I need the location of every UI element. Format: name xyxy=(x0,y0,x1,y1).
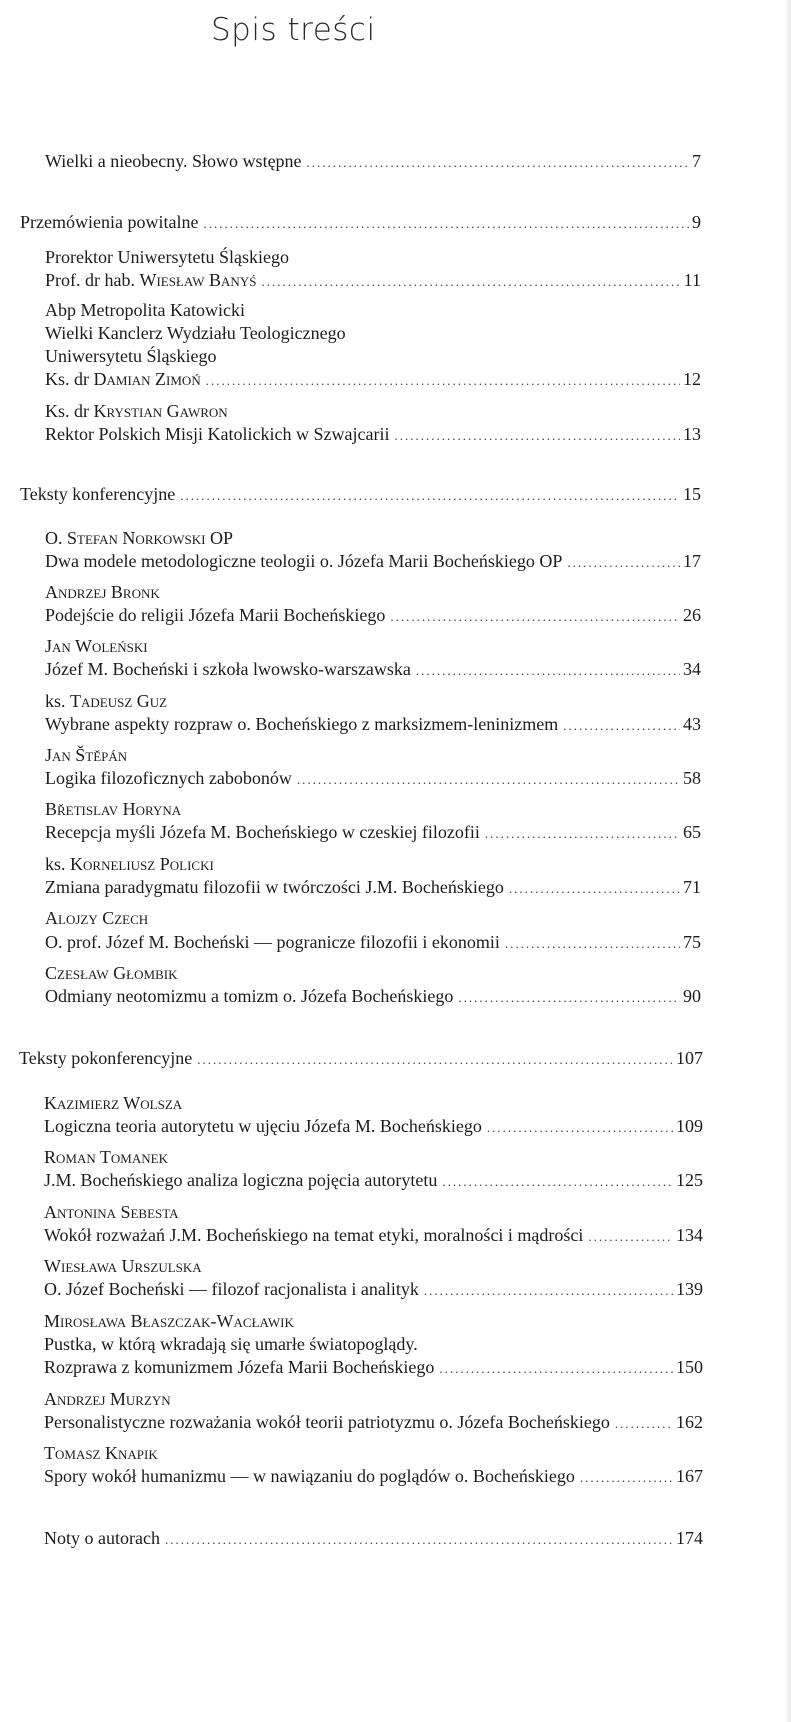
author-suffix: OP xyxy=(205,528,234,548)
toc-entry-title: O. Józef Bocheński — filozof racjonalista i analityk xyxy=(44,1279,419,1299)
author-prefix: Ks. dr xyxy=(45,401,94,421)
page-number: 12 xyxy=(683,369,701,389)
toc-section-heading[interactable] xyxy=(20,482,701,506)
page-number: 34 xyxy=(683,659,701,679)
author-line xyxy=(45,634,148,658)
dot-leader xyxy=(505,932,680,956)
toc-entry-title: Zmiana paradygmatu filozofii w twórczości J.M. Bocheńskiego xyxy=(45,877,504,897)
author-line xyxy=(44,1145,168,1169)
author-line xyxy=(45,580,160,604)
toc-entry[interactable] xyxy=(45,875,701,899)
page-number: 90 xyxy=(683,986,701,1006)
page-number: 162 xyxy=(676,1412,703,1432)
toc-entry[interactable] xyxy=(45,657,701,681)
toc-entry[interactable] xyxy=(44,1355,703,1379)
toc-entry[interactable] xyxy=(44,1168,703,1192)
page-number: 15 xyxy=(683,484,701,504)
author-prefix: ks. xyxy=(45,691,71,711)
dot-leader xyxy=(394,424,680,448)
toc-entry-title: Dwa modele metodologiczne teologii o. Józefa Marii Bocheńskiego OP xyxy=(45,551,563,571)
author-prefix: Prof. dr hab. xyxy=(45,270,140,290)
author-line xyxy=(44,1387,171,1411)
toc-entry[interactable] xyxy=(45,930,701,954)
author-line xyxy=(44,1309,294,1333)
author-prefix: O. xyxy=(45,528,67,548)
toc-entry-title: Podejście do religii Józefa Marii Bocheńskiego xyxy=(45,605,386,625)
toc-entry-title: Personalistyczne rozważania wokół teorii patriotyzmu o. Józefa Bocheńskiego xyxy=(44,1412,610,1432)
author-prefix: ks. xyxy=(45,854,71,874)
toc-entry[interactable] xyxy=(44,1410,703,1434)
toc-entry[interactable] xyxy=(45,712,701,736)
author-line xyxy=(45,961,177,985)
dot-leader xyxy=(197,1048,673,1072)
toc-entry-line: Abp Metropolita Katowicki xyxy=(45,300,245,320)
dot-leader xyxy=(307,151,689,175)
toc-entry-line: Pustka, w którą wkradają się umarłe światopoglądy. xyxy=(44,1334,418,1354)
toc-entry-line: Uniwersytetu Śląskiego xyxy=(45,346,217,366)
author-caps: Tadeusz Guz xyxy=(70,691,168,711)
page-crease xyxy=(785,0,791,1722)
page-number: 75 xyxy=(683,932,701,952)
toc-entry-title: Wokół rozważań J.M. Bocheńskiego na temat etyki, moralności i mądrości xyxy=(44,1225,584,1245)
toc-entry-title: O. prof. Józef M. Bocheński — pogranicze filozofii i ekonomii xyxy=(45,932,500,952)
author-line xyxy=(44,1091,182,1115)
toc-entry[interactable] xyxy=(45,820,701,844)
toc-entry-title: Wybrane aspekty rozpraw o. Bocheńskiego z marksizmem-leninizmem xyxy=(45,714,559,734)
dot-leader xyxy=(439,1357,673,1381)
toc-entry-author-line[interactable] xyxy=(45,367,701,391)
dot-leader xyxy=(588,1225,673,1249)
author-name xyxy=(45,268,256,292)
author-caps: Jan Štěpán xyxy=(45,745,128,765)
author-caps: Czesław Głombik xyxy=(45,963,178,983)
section-title: Teksty konferencyjne xyxy=(20,484,176,504)
page-number: 71 xyxy=(683,877,701,897)
author-caps: Stefan Norkowski xyxy=(67,528,206,548)
dot-leader xyxy=(203,212,689,236)
toc-entry-title: Spory wokół humanizmu — w nawiązaniu do poglądów o. Bocheńskiego xyxy=(44,1466,575,1486)
dot-leader xyxy=(458,986,680,1010)
toc-entry[interactable] xyxy=(44,1114,703,1138)
page-number: 150 xyxy=(676,1357,703,1377)
page-number: 167 xyxy=(676,1466,703,1486)
toc-entry-title: Logika filozoficznych zabobonów xyxy=(45,768,292,788)
toc-entry[interactable] xyxy=(45,549,701,573)
dot-leader xyxy=(509,877,680,901)
author-line xyxy=(44,1441,158,1465)
page-number: 107 xyxy=(676,1048,703,1068)
author-caps: Korneliusz Policki xyxy=(70,854,214,874)
toc-entry-intro[interactable] xyxy=(45,149,701,173)
section-title: Przemówienia powitalne xyxy=(20,212,199,232)
dot-leader xyxy=(580,1466,673,1490)
toc-entry-notes[interactable] xyxy=(44,1526,703,1550)
author-line xyxy=(45,743,127,767)
page-number: 17 xyxy=(683,551,701,571)
page-number: 58 xyxy=(683,768,701,788)
page-number: 43 xyxy=(683,714,701,734)
toc-entry-title: J.M. Bocheńskiego analiza logiczna pojęcia autorytetu xyxy=(44,1170,438,1190)
toc-entry-title: Rektor Polskich Misji Katolickich w Szwajcarii xyxy=(45,424,390,444)
toc-entry-title: Wielki a nieobecny. Słowo wstępne xyxy=(45,151,302,171)
page-number: 125 xyxy=(676,1170,703,1190)
author-caps: Mirosława Błaszczak-Wacławik xyxy=(44,1311,294,1331)
author-line xyxy=(45,399,228,423)
dot-leader xyxy=(567,551,680,575)
author-caps: Alojzy Czech xyxy=(45,908,149,928)
author-caps: Antonina Sebesta xyxy=(44,1202,179,1222)
toc-entry-title: Recepcja myśli Józefa M. Bocheńskiego w czeskiej filozofii xyxy=(45,822,480,842)
author-caps: Roman Tomanek xyxy=(44,1147,168,1167)
toc-section-heading[interactable] xyxy=(19,1046,703,1070)
author-caps: Andrzej Bronk xyxy=(45,582,160,602)
dot-leader xyxy=(424,1279,673,1303)
page-number: 134 xyxy=(676,1225,703,1245)
dot-leader xyxy=(416,659,680,683)
author-line xyxy=(45,689,167,713)
toc-entry-title: Odmiany neotomizmu a tomizm o. Józefa Bocheńskiego xyxy=(45,986,454,1006)
author-caps: Andrzej Murzyn xyxy=(44,1389,171,1409)
dot-leader xyxy=(297,768,680,792)
dot-leader xyxy=(442,1170,673,1194)
toc-entry-title: Józef M. Bocheński i szkoła lwowsko-warszawska xyxy=(45,659,411,679)
section-title: Teksty pokonferencyjne xyxy=(19,1048,193,1068)
page-number: 26 xyxy=(683,605,701,625)
dot-leader xyxy=(261,270,680,294)
author-line xyxy=(44,1200,179,1224)
toc-entry[interactable] xyxy=(45,984,701,1008)
toc-entry-author-line[interactable] xyxy=(45,268,701,292)
page-number: 65 xyxy=(683,822,701,842)
page-number: 109 xyxy=(676,1116,703,1136)
page-number: 9 xyxy=(692,212,701,232)
toc-entry-title: Rozprawa z komunizmem Józefa Marii Bocheńskiego xyxy=(44,1357,435,1377)
dot-leader xyxy=(206,369,680,393)
author-caps: Wiesław Banyś xyxy=(139,270,257,290)
toc-entry[interactable] xyxy=(45,766,701,790)
author-caps: Wiesława Urszulska xyxy=(44,1256,202,1276)
dot-leader xyxy=(615,1412,673,1436)
author-line xyxy=(45,906,148,930)
page-number: 7 xyxy=(692,151,701,171)
author-line xyxy=(44,1254,202,1278)
author-line xyxy=(45,852,214,876)
toc-entry[interactable] xyxy=(44,1277,703,1301)
toc-entry-title: Logiczna teoria autorytetu w ujęciu Józefa M. Bocheńskiego xyxy=(44,1116,482,1136)
dot-leader xyxy=(390,605,680,629)
author-line xyxy=(45,526,233,550)
toc-entry-line: Prorektor Uniwersytetu Śląskiego xyxy=(45,247,289,267)
page-number: 174 xyxy=(676,1528,703,1548)
toc-section-heading[interactable] xyxy=(20,210,701,234)
toc-entry[interactable] xyxy=(45,422,701,446)
toc-entry[interactable] xyxy=(44,1223,703,1247)
dot-leader xyxy=(487,1116,673,1140)
page-number: 13 xyxy=(683,424,701,444)
author-caps: Břetislav Horyna xyxy=(45,799,182,819)
page-title: Spis treści xyxy=(211,12,376,48)
toc-entry[interactable] xyxy=(44,1464,703,1488)
author-caps: Damian Zimoń xyxy=(93,369,201,389)
page-number: 139 xyxy=(676,1279,703,1299)
dot-leader xyxy=(563,714,680,738)
author-caps: Krystian Gawron xyxy=(93,401,228,421)
author-name xyxy=(45,367,201,391)
toc-entry-title: Noty o autorach xyxy=(44,1528,160,1548)
author-caps: Tomasz Knapik xyxy=(44,1443,158,1463)
page-number: 11 xyxy=(683,270,701,290)
author-line xyxy=(45,797,181,821)
toc-entry[interactable] xyxy=(45,603,701,627)
author-prefix: Ks. dr xyxy=(45,369,94,389)
dot-leader xyxy=(180,484,680,508)
author-caps: Jan Woleński xyxy=(45,636,148,656)
toc-entry-line: Wielki Kanclerz Wydziału Teologicznego xyxy=(45,323,346,343)
dot-leader xyxy=(485,822,680,846)
dot-leader xyxy=(165,1528,673,1552)
author-caps: Kazimierz Wolsza xyxy=(44,1093,183,1113)
